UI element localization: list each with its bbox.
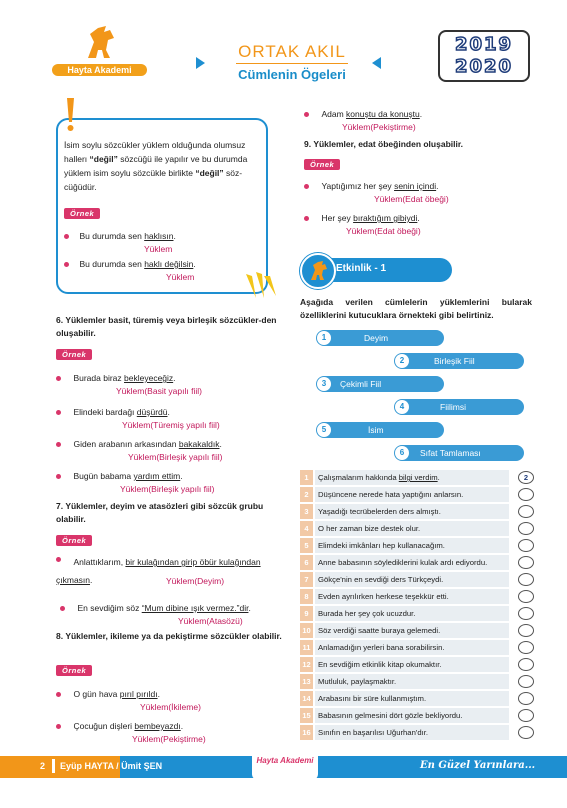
- example-item: [56, 434, 282, 462]
- table-row: [300, 487, 538, 502]
- row-number: 15: [300, 708, 313, 723]
- answer-label: Yüklem(Basit yapılı fiil): [116, 386, 202, 396]
- option-pill: [394, 353, 524, 369]
- etkinlik-label: Etkinlik - 1: [336, 263, 387, 274]
- option-label: Çekimli Fiil: [340, 379, 382, 389]
- answer-circle[interactable]: [518, 505, 534, 518]
- example-predicate: bakakaldık: [178, 439, 220, 449]
- section-6-heading: [56, 314, 282, 340]
- table-row: [300, 589, 538, 604]
- authors: Eyüp HAYTA / Ümit ŞEN: [60, 761, 163, 771]
- example-predicate: düşürdü: [136, 407, 168, 417]
- example-item: [56, 368, 282, 396]
- arrow-right-icon: [196, 57, 205, 69]
- row-sentence: Sınıfın en başarılısı Uğurhan'dır.: [315, 725, 509, 740]
- example-text: .: [417, 213, 420, 223]
- example-item: [56, 402, 282, 430]
- example-item: [56, 716, 282, 744]
- row-sentence: Arabasını bir süre kullanmıştım.: [315, 691, 509, 706]
- answer-circle[interactable]: [518, 692, 534, 705]
- example-item: [304, 104, 530, 132]
- example-text: Giden arabanın arkasından: [73, 439, 179, 449]
- row-number: 3: [300, 504, 313, 519]
- answer-label: Yüklem: [144, 244, 173, 254]
- option-pill: [394, 399, 524, 415]
- table-row: [300, 572, 538, 587]
- option-label: Birleşik Fiil: [434, 356, 475, 366]
- section-number: 9.: [304, 139, 312, 149]
- exclamation-icon: [64, 98, 76, 132]
- ornek-badge: Örnek: [56, 665, 92, 676]
- ornek-badge: Örnek: [56, 535, 92, 546]
- answer-label: Yüklem: [166, 272, 195, 282]
- row-sentence: [315, 470, 509, 485]
- sentence-text: Çalışmalarım hakkında: [318, 473, 399, 482]
- section-number: 8.: [56, 631, 64, 641]
- table-row: [300, 606, 538, 621]
- example-text: En sevdiğim söz: [77, 603, 142, 613]
- row-sentence: Babasının gelmesini dört gözle bekliyordu.: [315, 708, 509, 723]
- bullet-icon: [64, 262, 69, 267]
- example-predicate: bembeyazdı: [134, 721, 181, 731]
- row-number: 10: [300, 623, 313, 638]
- ornek-badge: Örnek: [56, 349, 92, 360]
- example-text: .: [180, 471, 183, 481]
- row-sentence: Anlamadığın yerleri bana sorabilirsin.: [315, 640, 509, 655]
- etkinlik-badge: [300, 253, 336, 289]
- answer-circle[interactable]: [518, 641, 534, 654]
- option-number: 2: [395, 354, 409, 368]
- option-pill: [316, 422, 444, 438]
- example-item: [64, 226, 254, 254]
- option-number: 5: [317, 423, 331, 437]
- row-number: 9: [300, 606, 313, 621]
- example-text: Burada biraz: [73, 373, 125, 383]
- horse-icon: [80, 24, 120, 62]
- table-row: [300, 691, 538, 706]
- example-item: [56, 684, 282, 712]
- table-row: [300, 657, 538, 672]
- example-text: .: [219, 439, 222, 449]
- section-number: 6.: [56, 315, 64, 325]
- bullet-icon: [56, 442, 61, 447]
- ornek-badge: Örnek: [64, 208, 100, 219]
- row-sentence: Burada her şey çok ucuzdur.: [315, 606, 509, 621]
- row-number: 16: [300, 725, 313, 740]
- row-sentence: Mutluluk, paylaşmaktır.: [315, 674, 509, 689]
- example-item: [64, 254, 254, 282]
- table-row: [300, 538, 538, 553]
- answer-label: Yüklem(Edat öbeği): [374, 194, 449, 204]
- row-sentence: Evden ayrılırken herkese teşekkür etti.: [315, 589, 509, 604]
- page-title: ORTAK AKIL: [238, 42, 346, 61]
- footer-logo-text: Hayta Akademi: [256, 756, 314, 765]
- option-pill: [394, 445, 524, 461]
- answer-label: Yüklem(Birleşik yapılı fiil): [128, 452, 223, 462]
- answer-label: Yüklem(Pekiştirme): [132, 734, 206, 744]
- row-number: 8: [300, 589, 313, 604]
- row-number: 11: [300, 640, 313, 655]
- example-item: [304, 176, 530, 204]
- bullet-icon: [304, 184, 309, 189]
- bullet-icon: [56, 557, 61, 562]
- example-text: .: [90, 575, 93, 585]
- option-label: Deyim: [364, 333, 389, 343]
- example-text: Bugün babama: [73, 471, 134, 481]
- answer-circle[interactable]: [518, 709, 534, 722]
- bullet-icon: [56, 474, 61, 479]
- example-text: .: [173, 373, 176, 383]
- example-predicate: pırıl pırıldı: [119, 689, 158, 699]
- title-divider: [236, 63, 348, 64]
- example-text: Adam: [321, 109, 347, 119]
- example-predicate: yardım ettim: [133, 471, 181, 481]
- row-number: 2: [300, 487, 313, 502]
- option-pill: [316, 376, 444, 392]
- answer-circle[interactable]: [518, 539, 534, 552]
- sentence-text: .: [437, 473, 440, 482]
- example-item: [56, 552, 282, 586]
- year-bottom: 2020: [454, 56, 514, 77]
- logo-text: Hayta Akademi: [52, 64, 147, 76]
- info-text-part: İsim soylu sözcükler yüklem olduğunda olumsuz hallerı: [64, 140, 246, 164]
- example-item: [304, 208, 530, 236]
- table-row: [300, 725, 538, 740]
- table-row: [300, 640, 538, 655]
- example-text: Yaptığımız her şey: [321, 181, 395, 191]
- table-row: [300, 504, 538, 519]
- example-text: .: [248, 603, 251, 613]
- answer-label: Yüklem(İkileme): [140, 702, 201, 712]
- row-sentence: Gökçe'nin en sevdiği ders Türkçeydi.: [315, 572, 509, 587]
- section-title: Yüklemler, ikileme ya da pekiştirme sözcükler olabilir.: [65, 631, 282, 641]
- etkinlik-instruction: Aşağıda verilen cümlelerin yüklemlerini bularak özelliklerini kutucuklara örnekteki gibi belirtiniz.: [300, 297, 532, 320]
- example-text: .: [419, 109, 423, 119]
- table-row: [300, 623, 538, 638]
- bullet-icon: [56, 410, 61, 415]
- answer-label: Yüklem(Pekiştirme): [342, 122, 416, 132]
- option-label: İsim: [368, 425, 384, 435]
- section-title: Yüklemler, edat öbeğinden oluşabilir.: [313, 139, 464, 149]
- info-text: [64, 138, 258, 194]
- row-sentence: Elimdeki imkânları hep kullanacağım.: [315, 538, 509, 553]
- table-row: [300, 521, 538, 536]
- row-sentence: O her zaman bize destek olur.: [315, 521, 509, 536]
- page-number: 2: [40, 761, 46, 771]
- answer-circle[interactable]: [518, 522, 534, 535]
- answer-label: Yüklem(Deyim): [166, 576, 225, 586]
- row-number: 5: [300, 538, 313, 553]
- example-predicate: haklı değilsin: [144, 259, 194, 269]
- example-text: Anlattıklarım,: [73, 557, 126, 567]
- answer-label: Yüklem(Edat öbeği): [346, 226, 421, 236]
- row-number: 1: [300, 470, 313, 485]
- info-text-bold: “değil”: [89, 154, 118, 164]
- answer-circle[interactable]: [518, 675, 534, 688]
- bullet-icon: [60, 606, 65, 611]
- example-text: Çocuğun dişleri: [73, 721, 135, 731]
- example-text: Elindeki bardağı: [73, 407, 137, 417]
- option-number: 3: [317, 377, 331, 391]
- year-badge: [438, 30, 530, 82]
- slogan: En Güzel Yarınlara...: [420, 760, 536, 771]
- row-number: 7: [300, 572, 313, 587]
- answer-circle[interactable]: [518, 607, 534, 620]
- info-text-bold: “değil”: [195, 168, 224, 178]
- sentence-predicate: bilgi verdim: [398, 473, 438, 482]
- option-pill: [316, 330, 444, 346]
- example-text: Her şey: [321, 213, 354, 223]
- answer-circle[interactable]: 2: [518, 471, 534, 484]
- example-predicate: bıraktığım gibiydi: [353, 213, 418, 223]
- example-predicate: senin içindi: [394, 181, 437, 191]
- table-row: [300, 708, 538, 723]
- bullet-icon: [304, 112, 309, 117]
- section-title: Yüklemler, deyim ve atasözleri gibi sözcük grubu olabilir.: [56, 501, 264, 524]
- year-top: 2019: [454, 34, 514, 55]
- example-text: .: [180, 721, 184, 731]
- answer-label: Yüklem(Birleşik yapılı fiil): [120, 484, 215, 494]
- option-number: 6: [395, 446, 409, 460]
- option-label: Sıfat Tamlaması: [420, 448, 481, 458]
- example-predicate: “Mum dibine ışık vermez.”dir: [141, 603, 249, 613]
- row-sentence: En sevdiğim etkinlik kitap okumaktır.: [315, 657, 509, 672]
- section-number: 7.: [56, 501, 64, 511]
- bullet-icon: [56, 376, 61, 381]
- info-text-part: sözcüğü ile yapılır ve bu durumda yüklem isim soylu sözcükle birlikte: [64, 154, 248, 178]
- row-sentence: Düşüncene nerede hata yaptığını anlarsın.: [315, 487, 509, 502]
- example-text: .: [193, 259, 196, 269]
- option-number: 4: [395, 400, 409, 414]
- horse-icon: [307, 260, 329, 282]
- example-predicate: bir kulağından girip öbür kulağından çıkmasın: [56, 557, 261, 585]
- row-number: 6: [300, 555, 313, 570]
- bullet-icon: [304, 216, 309, 221]
- row-sentence: Söz verdiği saatte buraya gelemedi.: [315, 623, 509, 638]
- answer-label: Yüklem(Türemiş yapılı fiil): [122, 420, 220, 430]
- example-text: Bu durumda sen: [79, 231, 145, 241]
- example-text: Bu durumda sen: [79, 259, 145, 269]
- answer-circle[interactable]: [518, 556, 534, 569]
- option-number: 1: [317, 331, 331, 345]
- section-8-heading: [56, 630, 282, 643]
- arrow-left-icon: [372, 57, 381, 69]
- example-predicate: haklısın: [144, 231, 174, 241]
- table-row: [300, 674, 538, 689]
- hayta-akademi-logo: [52, 24, 147, 80]
- example-text: .: [436, 181, 439, 191]
- table-row: [300, 470, 538, 485]
- page-subtitle: Cümlenin Ögeleri: [238, 67, 346, 82]
- example-text: O gün hava: [73, 689, 120, 699]
- answer-label: Yüklem(Atasözü): [178, 616, 243, 626]
- example-item: [56, 466, 282, 494]
- row-number: 4: [300, 521, 313, 536]
- answer-circle[interactable]: [518, 573, 534, 586]
- table-row: [300, 555, 538, 570]
- row-sentence: Yaşadığı tecrübelerden ders almıştı.: [315, 504, 509, 519]
- example-text: .: [157, 689, 160, 699]
- bullet-icon: [56, 692, 61, 697]
- answer-circle[interactable]: [518, 658, 534, 671]
- example-item: [60, 598, 286, 626]
- bullet-icon: [56, 724, 61, 729]
- row-number: 12: [300, 657, 313, 672]
- option-label: Fiilimsi: [440, 402, 466, 412]
- row-number: 13: [300, 674, 313, 689]
- answer-circle[interactable]: [518, 488, 534, 501]
- answer-circle[interactable]: [518, 726, 534, 739]
- section-title: Yüklemler basit, türemiş veya birleşik sözcükler-den oluşabilir.: [56, 315, 277, 338]
- footer-divider: [52, 759, 55, 773]
- example-predicate: konuştu da konuştu: [346, 109, 420, 119]
- example-predicate: bekleyeceğiz: [124, 373, 174, 383]
- row-sentence: Anne babasının söylediklerini kulak ardı ediyordu.: [315, 555, 509, 570]
- example-text: .: [173, 231, 176, 241]
- info-text-part: söz-cüğüdür.: [64, 168, 243, 192]
- section-9-heading: [304, 138, 530, 151]
- ornek-badge: Örnek: [304, 159, 340, 170]
- example-text: .: [167, 407, 170, 417]
- bullet-icon: [64, 234, 69, 239]
- row-number: 14: [300, 691, 313, 706]
- section-7-heading: [56, 500, 282, 526]
- footer-logo: [252, 746, 318, 780]
- answer-circle[interactable]: [518, 624, 534, 637]
- answer-circle[interactable]: [518, 590, 534, 603]
